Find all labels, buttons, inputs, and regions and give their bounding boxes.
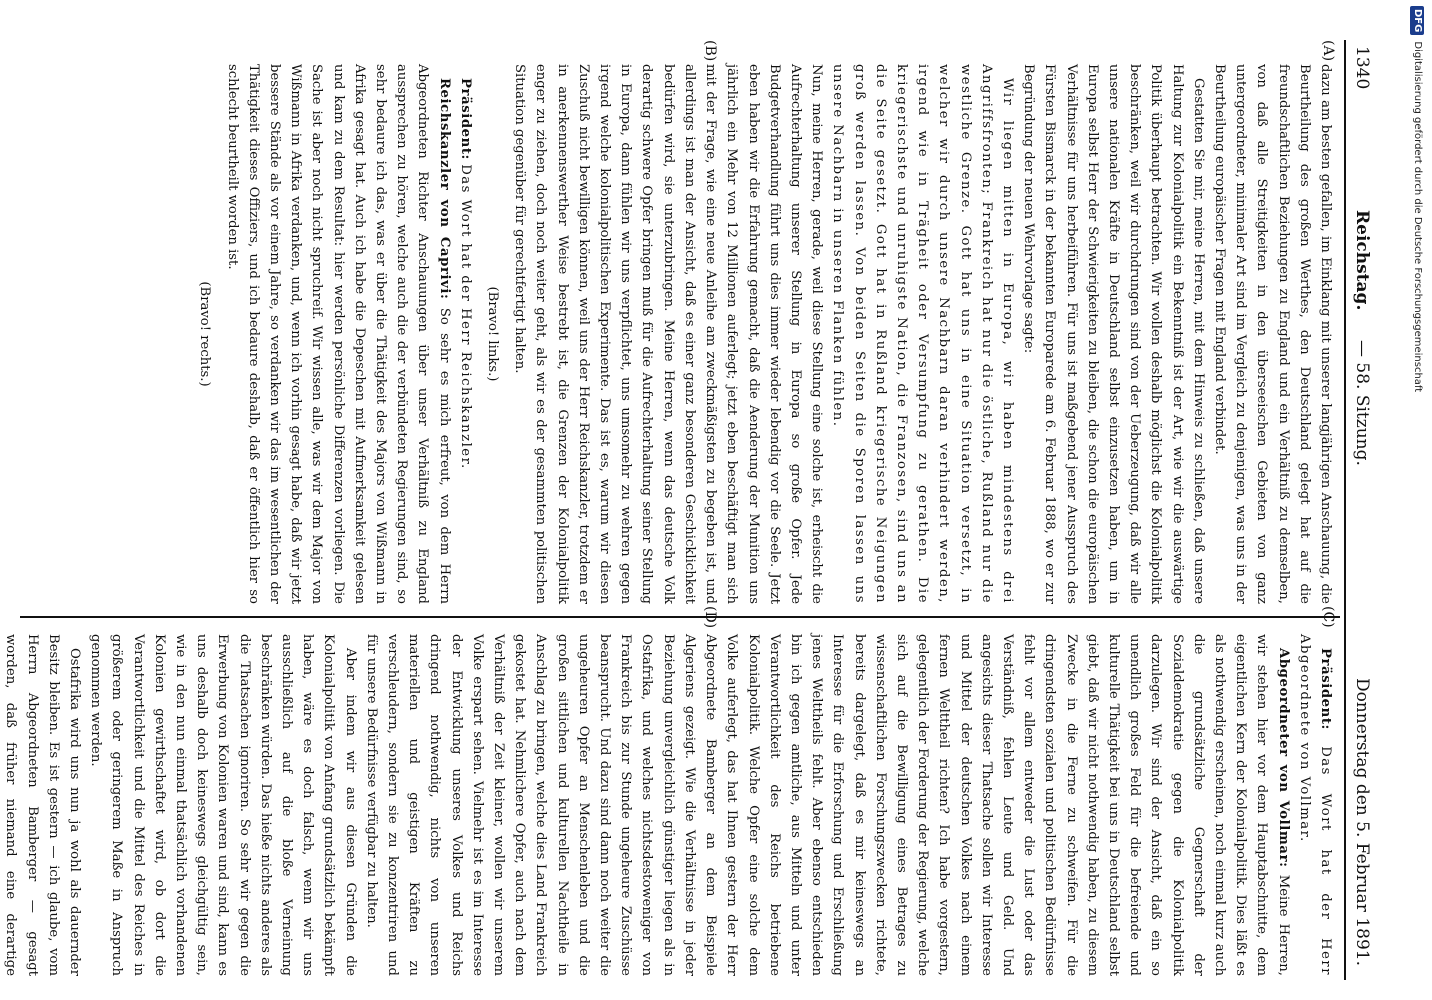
margin-marker-a: (A) <box>1320 40 1336 62</box>
interjection-bravo-links: (Bravo! links.) <box>485 286 501 382</box>
quotation-paragraph: Wir liegen mitten in Europa, wir haben mindestens drei Angriffsfronten; Frankreich hat nur die östliche, Rußland nur die westliche Grenze. Gott hat uns in eine Situation versetzt, in welcher wir durch unsere Nachbarn daran verhindert werden, irgend wie in Trägheit oder Versumpfung zu gerathen. Die kriegerischste und unruhigste Nation, die Franzosen, sind uns an die Seite gesetzt. Gott hat in Rußland kriegerische Neigungen groß werden lassen. Von beiden Seiten die Sporen lassen uns unsere Nachbarn in unseren Flanken fühlen. <box>830 64 1015 604</box>
page-number: 1340 <box>1352 46 1372 90</box>
chancellor-speech <box>221 64 454 604</box>
speech-text: Das Wort hat der Herr Abgeordnete von Vollmar. <box>1296 634 1333 976</box>
vollmar-speech <box>361 634 1294 976</box>
president-announcement <box>1294 634 1336 976</box>
paragraph: Gestatten Sie mir, meine Herren, mit dem Hinweis zu schließen, daß unsere Haltung zur Kolonialpolitik ein Bekenntniß ist der Art, wie wir die auswärtige Politik überhaupt betrachten. Wir wollen deshalb möglichst die Kolonialpolitik beschränken, weil wir durchdrungen sind von der Ueberzeugung, daß wir alle unsere nationalen Kräfte in Deutschland selbst einzusetzen haben, um in Europa selbst Herr der Schwierigkeiten zu bleiben, die schon die europäischen Verhältnisse für uns herbeiführen. Für uns ist maßgebend jener Ausspruch des Fürsten Bismarck in der bekannten Europarede am 6. Februar 1888, wo er zur Begründung der neuen Wehrvorlage sagte: <box>1021 64 1206 604</box>
speech-text: So sehr es mich erfreut, von dem Herrn Abgeordneten Richter Anschauungen über unser Verhältniß zu England aussprechen zu hören, welche auch die der verbündeten Regierungen sind, so sehr bedaure ich das, was er über die Thätigkeit des Majors von Wißmann in Afrika gesagt hat. Auch ich habe die Depeschen mit Aufmerksamkeit gelesen und kam zu dem Resultat: hier werden persönliche Differenzen vorliegen. Die Sache ist aber noch nicht spruchreif. Wir wissen alle, was wir dem Major von Wißmann in Afrika verdanken, und, wenn ich vorhin gesagt habe, daß wir jetzt bessere Stände als vor einem Jahre, so verdanken wir das im wesentlichen der Thätigkeit dieses Offiziers, und ich bedaure deshalb, daß er öffentlich hier so schlecht beurtheilt worden ist. <box>224 64 452 604</box>
page-header <box>1344 40 1376 980</box>
paragraph: Nun, meine Herren, gerade, weil diese Stellung eine solche ist, erheischt die Aufrechterhaltung unserer Stellung in Europa so große Opfer. Jede Budgetverhandlung führt uns dies immer wieder lebendig vor die Seele. Jetzt eben haben wir die Erfahrung gemacht, daß die Aenderung der Munition uns jährlich ein Mehr von 12 Millionen auferlegt; jetzt eben beschäftigt man sich mit der Frage, wie eine neue Anleihe am zweckmäßigsten zu begeben ist, und allerdings ist man der Ansicht, daß es einer ganz besonderen Geschicklichkeit bedürfen wird, sie unterzubringen. Meine Herren, wenn das deutsche Volk derartig schwere Opfer bringen muß für die Aufrechterhaltung seiner Stellung in Europa, dann fühlen wir uns verpflichtet, uns umsomehr zu wehren gegen irgend welche kolonialpolitischen Experimente. Das ist es, warum wir diesen Zuschuß nicht bewilligen können, weil uns der Herr Reichskanzler, trotzdem er in anerkennenswerther Weise bestrebt ist, die Grenzen der Kolonialpolitik enger zu ziehen, doch noch weiter geht, als wir es der gesammten politischen Situation gegenüber für gerechtfertigt halten. <box>512 64 825 604</box>
speaker-name: Präsident: <box>457 78 473 161</box>
dfg-logo: DFG <box>1410 6 1424 35</box>
speech-text: Meine Herren, wir stehen hier vor dem Hauptabschnitte, dem eigentlichen Kern der Kolonialpolitik. Dies läßt es als nothwendig erscheinen, noch einmal kurz auch die grundsätzliche Gegnerschaft der Sozialdemokratie gegen die Kolonialpolitik darzulegen. Wir sind der Ansicht, daß ein so unendlich großes Feld für die befreiende und kulturelle Thätigkeit bei uns in Deutschland selbst giebt, daß wir nicht nothwendig haben, zu diesem Zwecke in die Ferne zu schweifen. Für die dringendsten sozialen und politischen Bedürfnisse fehlt vor allem entweder die Lust oder das Verständniß, fehlen Leute und Geld. Und angesichts dieser Thatsache sollen wir Interesse und Mittel der deutschen Volkes nach einem fernen Welttheil richten? Ich habe vorgestern, gelegentlich der Forderung der Regierung, welche sich auf die Bewilligung eines Betrages zu wissenschaftlichen Forschungszwecken richtete, bereits dargelegt, daß es mir keineswegs an Interesse für die Erforschung und Erschließung jenes Welttheils fehlt. Aber ebenso entschieden bin ich gegen amtliche, aus Mitteln und unter Verantwortlichkeit des Reichs betriebene Kolonialpolitik. Welche Opfer eine solche dem Volke auferlegt, das hat Ihnen gestern der Herr Abgeordnete Bamberger an dem Beispiele Algeriens gezeigt. Wie die Verhältnisse in jeder Beziehung unvergleichlich günstiger liegen als in Ostafrika, und welches nichtsdestoweniger von Frankreich bis zur Stunde ungeheure Zuschüsse beansprucht. Und dazu sind dann noch weiter die ungeheuren Opfer an Menschenleben und die großen sittlichen und kulturellen Nachtheile in Anschlag zu bringen, welche dies Land Frankreich gekostet hat. Nehmlichere Opfer, auch nach dem Verhältniß der Zeit kleiner, wollen wir unserem Volke erspart sehen. Vielmehr ist es im Interesse der Entwicklung unseres Volkes und Reichs dringend nothwendig, nichts von unseren materiellen und geistigen Kräften zu verschleudern, sondern sie zu konzentriren und für unsere Bedürfnisse verfügbar zu halten. <box>363 634 1291 976</box>
president-announcement <box>455 64 476 604</box>
margin-marker-b: (B) <box>702 40 718 62</box>
speaker-name: Abgeordneter von Vollmar: <box>1275 648 1291 868</box>
header-reichstag: Reichstag. <box>1352 210 1372 311</box>
interjection-bravo-rechts: (Bravo! rechts.) <box>197 281 213 387</box>
digitization-note: Digitalisierung gefördert durch die Deutsche Forschungsgemeinschaft <box>1412 41 1423 393</box>
paragraph: Aber indem wir aus diesen Gründen die Kolonialpolitik von Anfang grundsätzlich bekämpft haben, wäre es doch falsch, wenn wir uns ausschließlich auf die bloße Verneinung beschränken würden. Das hieße nichts anderes als die Thatsachen ignoriren. So sehr wir gegen die Erwerbung von Kolonien waren und sind, kann es uns deshalb doch keineswegs gleichgültig sein, wie in den nun einmal thatsächlich vorhandenen Kolonien gewirthschaftet wird, ob dort die Verantwortlichkeit und die Mittel des Reiches in größerem oder geringerem Maße in Anspruch genommen werden. <box>88 634 358 976</box>
margin-marker-d: (D) <box>702 606 718 629</box>
paragraph: dazu am besten gefallen, im Einklang mit unserer langjährigen Anschauung, die Beurtheilung des großen Werthes, den Deutschland gelegt hat auf die freundschaftlichen Beziehungen zu England und ein Verhältniß zu demselben, von daß alle Streitigkeiten in den überseeischen Gebieten von ganz untergeordneter, minimaler Art sind im Vergleich zu denjenigen, was uns in der Beurtheilung europäischer Fragen mit England verbindet. <box>1211 64 1333 604</box>
digitization-credit <box>1405 6 1429 994</box>
right-column <box>0 634 1336 976</box>
header-session: — 58. Sitzung. <box>1352 340 1372 466</box>
column-divider <box>20 616 1340 618</box>
speaker-name: Präsident: <box>1318 648 1333 731</box>
paragraph: Ostafrika wird uns nun ja wohl als dauernder Besitz bleiben. Es ist gestern — ich glaube, vom Herrn Abgeordneten Bamberger — gesagt worden, daß früher niemand eine derartige <box>3 634 83 976</box>
speech-text: Das Wort hat der Herr Reichskanzler. <box>457 164 473 470</box>
margin-marker-c: (C) <box>1320 606 1336 628</box>
header-date: Donnerstag den 5. Februar 1891. <box>1352 677 1372 966</box>
speaker-name: Reichskanzler von Caprivi: <box>436 78 452 300</box>
left-column <box>188 64 1336 604</box>
